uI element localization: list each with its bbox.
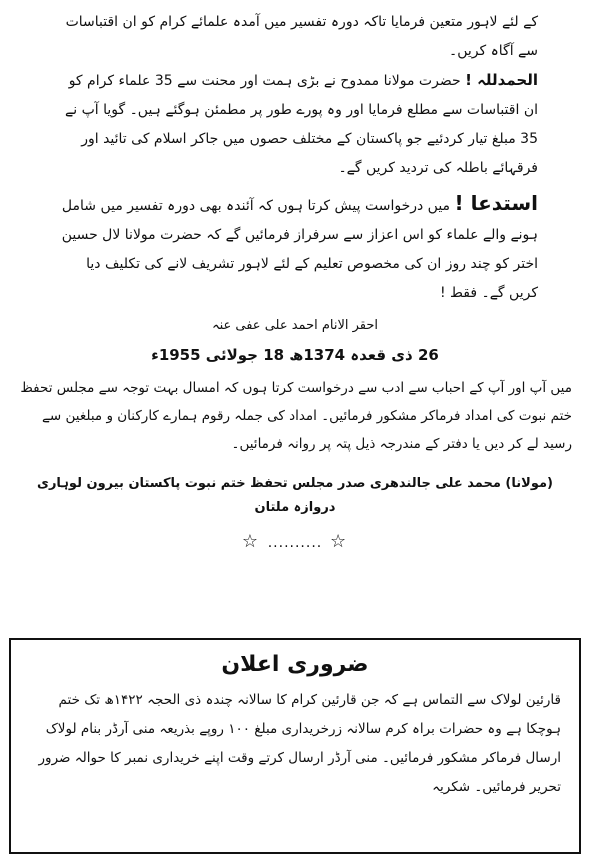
- appeal-paragraph: [14, 374, 576, 458]
- notice-box: [9, 638, 581, 854]
- divider-dots: ..........: [267, 534, 323, 551]
- top-paragraph: [14, 8, 576, 66]
- section-divider: [14, 528, 576, 556]
- hamd-paragraph-text: حضرت مولانا ممدوح نے بڑی ہمت اور محنت سے 35 علماء کرام کو ان اقتباسات سے مطلع فرمایا اور وہ پورے طور پر مطمئن ہوگئے ہیں۔ گویا آپ نے 35 مبلغ تیار کردئیے جو پاکستان کے مختلف حصوں میں جاکر اسلام کی تائید اور فرقہائے باطلہ کی تردید کریں گے۔: [65, 73, 538, 176]
- signature-date: 26 ذی قعدہ 1374ھ 18 جولائی 1955ء: [151, 346, 439, 364]
- top-paragraph-text: کے لئے لاہور متعین فرمایا تاکہ دورہ تفسیر میں آمدہ علمائے کرام کو ان اقتباسات سے آگاہ کریں۔: [65, 14, 538, 59]
- hamd-lead: الحمدللہ !: [465, 71, 538, 89]
- request-lead: استدعا !: [454, 191, 538, 215]
- request-paragraph: [14, 189, 576, 308]
- star-icon: ☆: [241, 530, 260, 552]
- star-icon: ☆: [329, 530, 349, 552]
- appeal-text: میں آپ اور آپ کے احباب سے ادب سے درخواست کرتا ہوں کہ امسال بہت توجہ سے مجلس تحفظ ختم نبوت کی امداد فرماکر مشکور فرمائیں۔ امداد کی جملہ رقوم ہمارے کارکنان و مبلغین سے رسید لے کر دیں یا دفتر کے مندرجہ ذیل پتہ پر روانہ فرمائیں۔: [20, 380, 572, 452]
- notice-title: ضروری اعلان: [221, 652, 369, 677]
- notice-body: قارئین لولاک سے التماس ہے کہ جن قارئین کرام کا سالانہ چندہ ذی الحجہ ۱۴۲۲ھ تک ختم ہوچکا ہے وہ حضرات براہ کرم سالانہ زرخریداری مبلغ ۱۰۰ روپے بذریعہ منی آرڈر بنام لولاک ارسال فرماکر مشکور فرمائیں۔ منی آرڈر ارسال کرتے وقت اپنے خریداری نمبر کا حوالہ ضرور تحریر فرمائیں۔ شکریہ: [38, 692, 561, 795]
- signature-name: احقر الانام احمد علی عفی عنہ: [211, 318, 379, 333]
- request-paragraph-text: میں درخواست پیش کرتا ہوں کہ آئندہ بھی دورہ تفسیر میں شامل ہونے والے علماء کو اس اعزاز سے سرفراز فرمائیں گے کہ حضرت مولانا لال حسین اختر کو چند روز ان کی مخصوص تعلیم کے لئے لاہور تشریف لانے کی تکلیف دیا کریں گے۔ فقط !: [61, 198, 538, 301]
- office-address: (مولانا) محمد علی جالندھری صدر مجلس تحفظ ختم نبوت پاکستان بیرون لوہاری دروازہ ملتان: [37, 475, 553, 515]
- hamd-paragraph: [14, 66, 576, 183]
